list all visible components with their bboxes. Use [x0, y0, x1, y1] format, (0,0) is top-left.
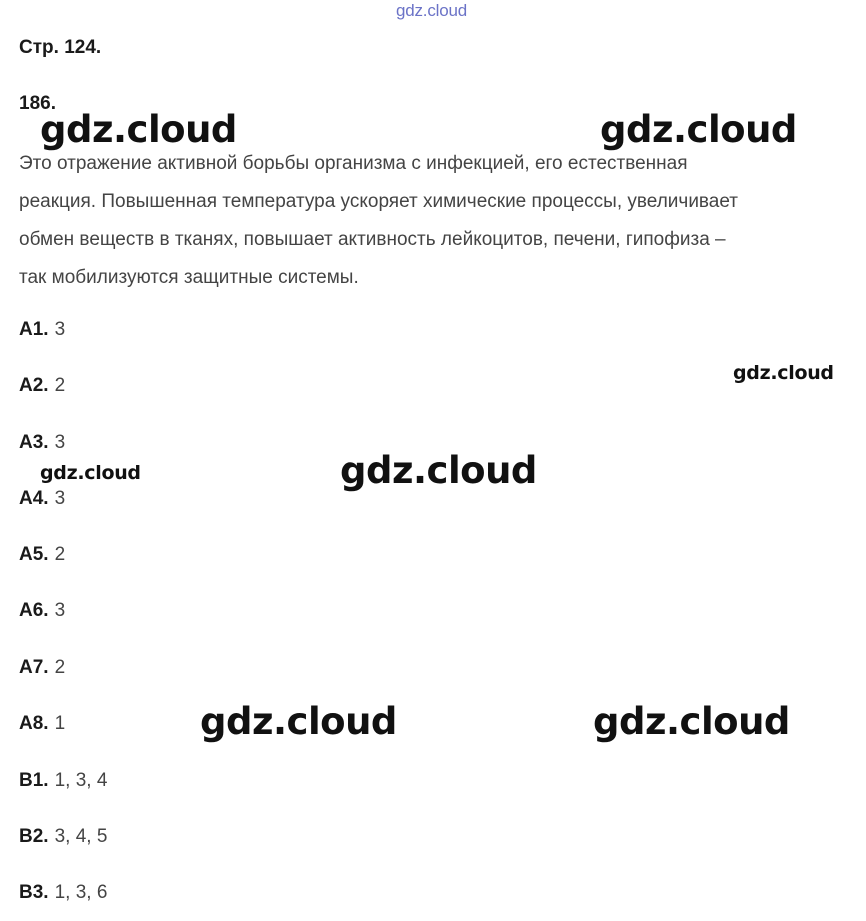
answer-row-a4	[19, 488, 65, 510]
answer-row-a2	[19, 375, 65, 397]
answer-value: 3	[54, 319, 66, 340]
answer-value: 2	[54, 544, 66, 565]
answer-key: А6.	[19, 600, 49, 621]
answer-row-a8	[19, 713, 65, 735]
answer-row-a6	[19, 600, 65, 622]
header-watermark: gdz.cloud	[396, 1, 467, 20]
answer-key: В3.	[19, 882, 49, 903]
watermark: gdz.cloud	[733, 362, 834, 384]
answer-value: 3, 4, 5	[54, 826, 108, 847]
answer-key: А2.	[19, 375, 49, 396]
answer-key: А4.	[19, 488, 49, 509]
answer-value: 2	[54, 657, 66, 678]
task-number: 186.	[19, 93, 56, 114]
answer-key: А8.	[19, 713, 49, 734]
answer-value: 3	[54, 600, 66, 621]
answer-row-a7	[19, 657, 65, 679]
page-reference: Стр. 124.	[19, 37, 102, 58]
watermark: gdz.cloud	[340, 449, 537, 492]
answer-row-b1	[19, 770, 107, 792]
answer-line: реакция. Повышенная температура ускоряет химические процессы, увеличивает	[19, 191, 739, 212]
watermark: gdz.cloud	[40, 462, 141, 484]
answer-value: 3	[54, 432, 66, 453]
answer-row-b2	[19, 826, 107, 848]
answer-value: 3	[54, 488, 66, 509]
answer-line: Это отражение активной борьбы организма с инфекцией, его естественная	[19, 153, 688, 174]
answer-key: А5.	[19, 544, 49, 565]
answer-row-b3	[19, 882, 107, 904]
watermark: gdz.cloud	[600, 108, 797, 151]
answer-row-a1	[19, 319, 65, 341]
watermark: gdz.cloud	[40, 108, 237, 151]
answer-key: В1.	[19, 770, 49, 791]
answer-paragraph	[19, 145, 864, 297]
answer-key: А1.	[19, 319, 49, 340]
watermark: gdz.cloud	[593, 700, 790, 743]
answer-key: А7.	[19, 657, 49, 678]
answer-row-a5	[19, 544, 65, 566]
answer-value: 1, 3, 6	[54, 882, 108, 903]
answer-line: так мобилизуются защитные системы.	[19, 267, 359, 288]
answer-key: В2.	[19, 826, 49, 847]
answer-row-a3	[19, 432, 65, 454]
answer-line: обмен веществ в тканях, повышает активность лейкоцитов, печени, гипофиза –	[19, 229, 726, 250]
answer-value: 1, 3, 4	[54, 770, 108, 791]
answer-value: 2	[54, 375, 66, 396]
watermark: gdz.cloud	[200, 700, 397, 743]
answer-key: А3.	[19, 432, 49, 453]
answer-value: 1	[54, 713, 66, 734]
